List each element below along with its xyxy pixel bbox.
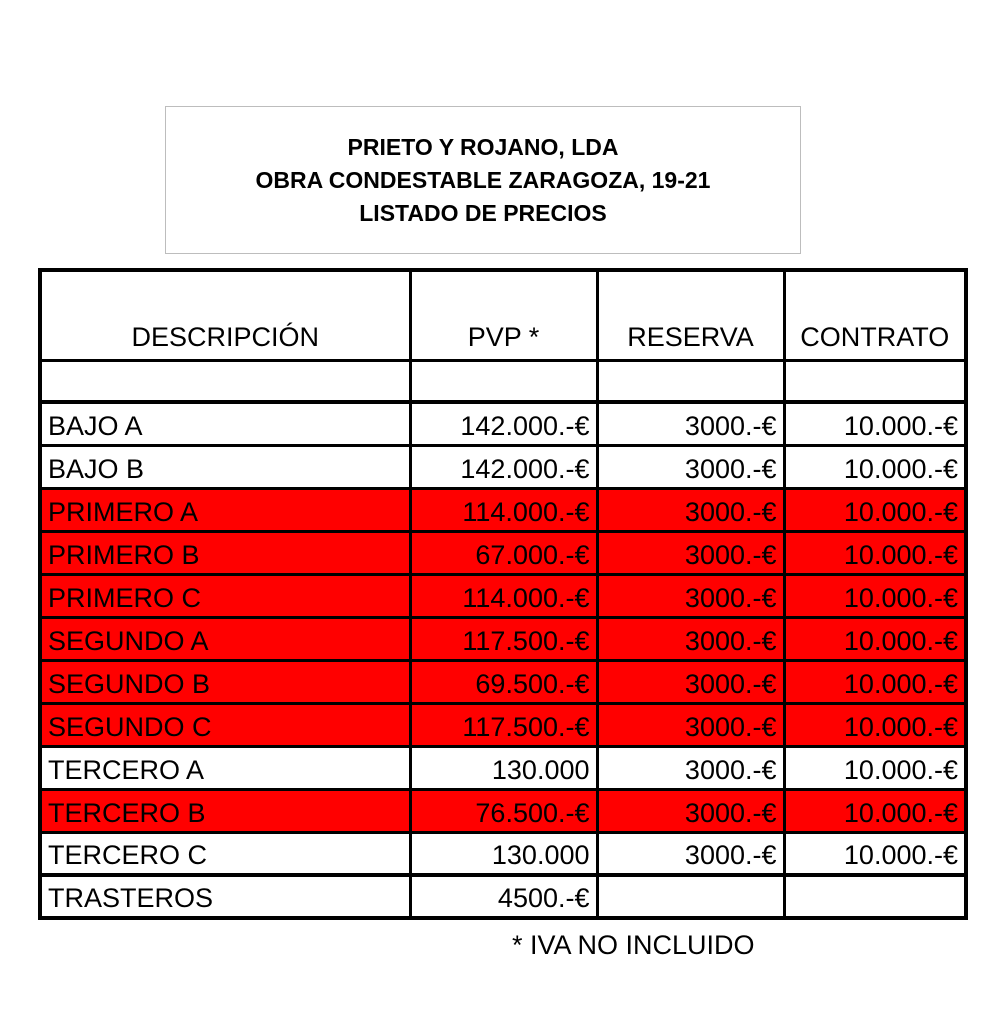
reserva-cell: 3000.-€ (597, 703, 784, 746)
company-name: PRIETO Y ROJANO, LDA (347, 133, 619, 160)
vat-footnote: * IVA NO INCLUIDO (512, 930, 755, 960)
table-header-row (40, 270, 966, 360)
contrato-cell: 10.000.-€ (784, 617, 966, 660)
contrato-cell: 10.000.-€ (784, 832, 966, 875)
table-row (40, 875, 966, 918)
pvp-cell: 117.500.-€ (410, 703, 597, 746)
table-cell (40, 360, 410, 402)
table-row (40, 531, 966, 574)
contrato-cell: 10.000.-€ (784, 789, 966, 832)
desc-cell: SEGUNDO B (40, 660, 410, 703)
contrato-cell: 10.000.-€ (784, 531, 966, 574)
pvp-cell: 76.500.-€ (410, 789, 597, 832)
title-box (165, 106, 801, 254)
reserva-cell: 3000.-€ (597, 574, 784, 617)
reserva-cell: 3000.-€ (597, 617, 784, 660)
contrato-cell: 10.000.-€ (784, 445, 966, 488)
pvp-cell: 114.000.-€ (410, 488, 597, 531)
column-header-reserva: RESERVA (597, 270, 784, 360)
pvp-cell: 69.500.-€ (410, 660, 597, 703)
table-row (40, 832, 966, 875)
desc-cell: PRIMERO B (40, 531, 410, 574)
contrato-cell: 10.000.-€ (784, 746, 966, 789)
pvp-cell: 130.000 (410, 746, 597, 789)
document-title: LISTADO DE PRECIOS (359, 199, 607, 226)
project-name: OBRA CONDESTABLE ZARAGOZA, 19-21 (255, 166, 711, 193)
pvp-cell: 142.000.-€ (410, 445, 597, 488)
table-row (40, 488, 966, 531)
table-cell (784, 360, 966, 402)
reserva-cell: 3000.-€ (597, 402, 784, 445)
reserva-cell: 3000.-€ (597, 832, 784, 875)
reserva-cell: 3000.-€ (597, 488, 784, 531)
reserva-cell: 3000.-€ (597, 746, 784, 789)
column-header-descripcion: DESCRIPCIÓN (40, 270, 410, 360)
desc-cell: BAJO A (40, 402, 410, 445)
desc-cell: SEGUNDO A (40, 617, 410, 660)
contrato-cell: 10.000.-€ (784, 574, 966, 617)
pvp-cell: 114.000.-€ (410, 574, 597, 617)
pvp-cell: 130.000 (410, 832, 597, 875)
reserva-cell (597, 875, 784, 918)
pvp-cell: 117.500.-€ (410, 617, 597, 660)
desc-cell: SEGUNDO C (40, 703, 410, 746)
reserva-cell: 3000.-€ (597, 660, 784, 703)
table-row (40, 445, 966, 488)
pvp-cell: 67.000.-€ (410, 531, 597, 574)
desc-cell: BAJO B (40, 445, 410, 488)
contrato-cell: 10.000.-€ (784, 703, 966, 746)
table-row (40, 402, 966, 445)
desc-cell: TRASTEROS (40, 875, 410, 918)
reserva-cell: 3000.-€ (597, 789, 784, 832)
contrato-cell (784, 875, 966, 918)
price-table (38, 268, 968, 920)
table-row (40, 789, 966, 832)
contrato-cell: 10.000.-€ (784, 488, 966, 531)
desc-cell: TERCERO A (40, 746, 410, 789)
table-cell (410, 360, 597, 402)
desc-cell: PRIMERO C (40, 574, 410, 617)
pvp-cell: 142.000.-€ (410, 402, 597, 445)
table-row (40, 746, 966, 789)
table-cell (597, 360, 784, 402)
table-row (40, 660, 966, 703)
reserva-cell: 3000.-€ (597, 531, 784, 574)
pvp-cell: 4500.-€ (410, 875, 597, 918)
contrato-cell: 10.000.-€ (784, 402, 966, 445)
table-row (40, 574, 966, 617)
column-header-pvp: PVP * (410, 270, 597, 360)
desc-cell: PRIMERO A (40, 488, 410, 531)
table-spacer-row (40, 360, 966, 402)
table-row (40, 617, 966, 660)
table-row (40, 703, 966, 746)
column-header-contrato: CONTRATO (784, 270, 966, 360)
desc-cell: TERCERO C (40, 832, 410, 875)
reserva-cell: 3000.-€ (597, 445, 784, 488)
desc-cell: TERCERO B (40, 789, 410, 832)
contrato-cell: 10.000.-€ (784, 660, 966, 703)
